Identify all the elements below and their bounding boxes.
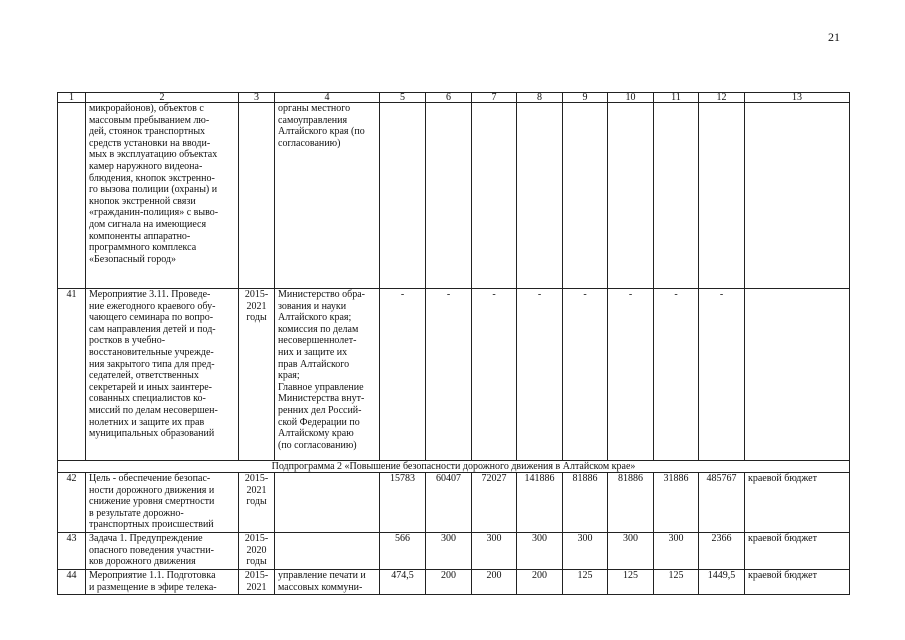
executor bbox=[275, 473, 380, 533]
value-cell: 81886 bbox=[563, 473, 608, 533]
value-cell: 31886 bbox=[654, 473, 699, 533]
value-cell bbox=[654, 103, 699, 289]
measure-name: Цель - обеспечение безопас- ности дорожного движения и снижение уровня смертности в результате дорожно- транспортных происшествий bbox=[86, 473, 239, 533]
value-cell: 15783 bbox=[380, 473, 426, 533]
table-row bbox=[58, 473, 850, 533]
header-row bbox=[58, 93, 850, 103]
value-cell: - bbox=[517, 289, 563, 461]
value-cell: - bbox=[699, 289, 745, 461]
years: 2015- 2021 годы bbox=[239, 473, 275, 533]
table-row bbox=[58, 533, 850, 570]
funding-source: краевой бюджет bbox=[745, 570, 850, 595]
years: 2015- 2020 годы bbox=[239, 533, 275, 570]
value-cell bbox=[563, 103, 608, 289]
value-cell bbox=[472, 103, 517, 289]
value-cell: 300 bbox=[608, 533, 654, 570]
page-number: 21 bbox=[828, 30, 840, 44]
value-cell: 125 bbox=[563, 570, 608, 595]
row-number: 42 bbox=[58, 473, 86, 533]
col-header: 8 bbox=[517, 93, 563, 103]
value-cell: 300 bbox=[654, 533, 699, 570]
value-cell: 141886 bbox=[517, 473, 563, 533]
funding-source bbox=[745, 103, 850, 289]
program-table bbox=[57, 92, 850, 595]
value-cell: - bbox=[654, 289, 699, 461]
measure-name: Мероприятие 3.11. Проведе- ние ежегодного краевого обу- чающего семинара по вопро- сам направления детей и под- ростков в учебно- восстановительные учрежде- ния закрытого типа для пред- седателей, ответственных секретарей и иных заинтере- сованных специалистов ко- миссий по делам несовершен- нолетних и защите их прав муниципальных образований bbox=[86, 289, 239, 461]
col-header: 13 bbox=[745, 93, 850, 103]
value-cell: 566 bbox=[380, 533, 426, 570]
funding-source: краевой бюджет bbox=[745, 473, 850, 533]
subprogram-title: Подпрограмма 2 «Повышение безопасности дорожного движения в Алтайском крае» bbox=[58, 461, 850, 473]
col-header: 7 bbox=[472, 93, 517, 103]
value-cell: 200 bbox=[472, 570, 517, 595]
years: 2015- 2021 bbox=[239, 570, 275, 595]
value-cell: 60407 bbox=[426, 473, 472, 533]
col-header: 9 bbox=[563, 93, 608, 103]
value-cell: 1449,5 bbox=[699, 570, 745, 595]
value-cell: 125 bbox=[608, 570, 654, 595]
value-cell bbox=[699, 103, 745, 289]
value-cell: - bbox=[380, 289, 426, 461]
value-cell: 300 bbox=[472, 533, 517, 570]
funding-source: краевой бюджет bbox=[745, 533, 850, 570]
table-row bbox=[58, 289, 850, 461]
executor bbox=[275, 533, 380, 570]
value-cell bbox=[517, 103, 563, 289]
col-header: 2 bbox=[86, 93, 239, 103]
value-cell: 300 bbox=[426, 533, 472, 570]
row-number: 44 bbox=[58, 570, 86, 595]
measure-name: микрорайонов), объектов с массовым пребыванием лю- дей, стоянок транспортных средств установки на вводи- мых в эксплуатацию объектах камер наружного видеона- блюдения, кнопок экстренно- го вызова полиции (охраны) и кнопок экстренной связи «гражданин-полиция» с выво- дом сигнала на имеющиеся компоненты аппаратно- программного комплекса «Безопасный город» bbox=[86, 103, 239, 289]
funding-source bbox=[745, 289, 850, 461]
row-number bbox=[58, 103, 86, 289]
col-header: 12 bbox=[699, 93, 745, 103]
value-cell: 125 bbox=[654, 570, 699, 595]
measure-name: Задача 1. Предупреждение опасного поведения участни- ков дорожного движения bbox=[86, 533, 239, 570]
value-cell: 200 bbox=[517, 570, 563, 595]
value-cell: - bbox=[608, 289, 654, 461]
col-header: 11 bbox=[654, 93, 699, 103]
row-number: 43 bbox=[58, 533, 86, 570]
value-cell bbox=[608, 103, 654, 289]
value-cell: 81886 bbox=[608, 473, 654, 533]
value-cell: - bbox=[472, 289, 517, 461]
value-cell bbox=[426, 103, 472, 289]
col-header: 4 bbox=[275, 93, 380, 103]
measure-name: Мероприятие 1.1. Подготовка и размещение в эфире телека- bbox=[86, 570, 239, 595]
col-header: 3 bbox=[239, 93, 275, 103]
value-cell bbox=[380, 103, 426, 289]
col-header: 1 bbox=[58, 93, 86, 103]
value-cell: 474,5 bbox=[380, 570, 426, 595]
value-cell: 485767 bbox=[699, 473, 745, 533]
col-header: 5 bbox=[380, 93, 426, 103]
value-cell: 300 bbox=[563, 533, 608, 570]
value-cell: 2366 bbox=[699, 533, 745, 570]
value-cell: - bbox=[563, 289, 608, 461]
value-cell: 300 bbox=[517, 533, 563, 570]
years bbox=[239, 103, 275, 289]
col-header: 6 bbox=[426, 93, 472, 103]
table-row bbox=[58, 570, 850, 595]
executor: Министерство обра- зования и науки Алтайского края; комиссия по делам несовершеннолет- них и защите их прав Алтайского края; Главное управление Министерства внут- ренних дел Россий- ской Федерации по Алтайскому краю (по согласованию) bbox=[275, 289, 380, 461]
value-cell: 200 bbox=[426, 570, 472, 595]
table-row bbox=[58, 103, 850, 289]
row-number: 41 bbox=[58, 289, 86, 461]
subprogram-row bbox=[58, 461, 850, 473]
value-cell: 72027 bbox=[472, 473, 517, 533]
executor: управление печати и массовых коммуни- bbox=[275, 570, 380, 595]
executor: органы местного самоуправления Алтайского края (по согласованию) bbox=[275, 103, 380, 289]
col-header: 10 bbox=[608, 93, 654, 103]
years: 2015- 2021 годы bbox=[239, 289, 275, 461]
value-cell: - bbox=[426, 289, 472, 461]
